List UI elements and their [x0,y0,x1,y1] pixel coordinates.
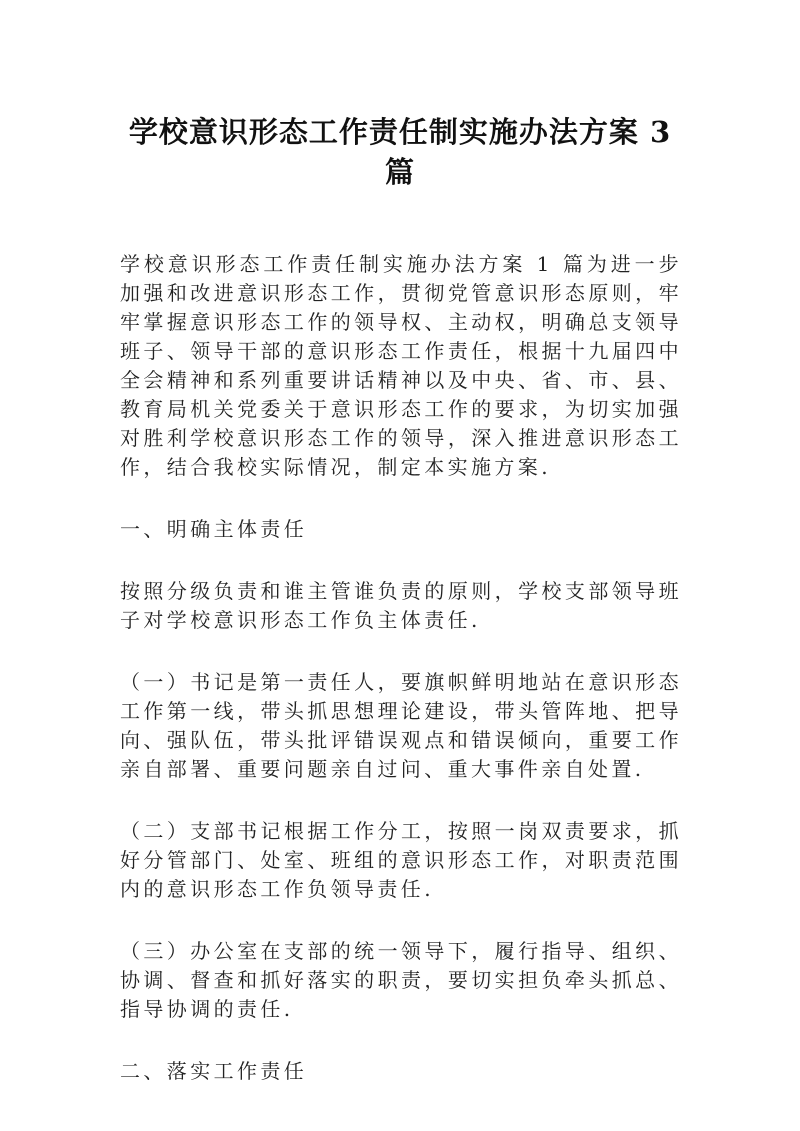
document-body [120,250,682,1119]
item-3-paragraph: （三）办公室在支部的统一领导下，履行指导、组织、协调、督查和抓好落实的职责，要切实担负牵头抓总、指导协调的责任. [120,939,682,1021]
section-2-heading: 二、落实工作责任 [120,1059,308,1083]
document-title: 学校意识形态工作责任制实施办法方案 3 篇 [128,115,672,189]
section-1-paragraph: 按照分级负责和谁主管谁负责的原则，学校支部领导班子对学校意识形态工作负主体责任. [120,579,682,632]
item-2-paragraph: （二）支部书记根据工作分工，按照一岗双责要求，抓好分管部门、处室、班组的意识形态工作，对职责范围内的意识形态工作负领导责任. [120,819,682,901]
intro-paragraph: 学校意识形态工作责任制实施办法方案 1 篇为进一步加强和改进意识形态工作，贯彻党管意识形态原则，牢牢掌握意识形态工作的领导权、主动权，明确总支领导班子、领导干部的意识形态工作责任，根据十九届四中全会精神和系列重要讲话精神以及中央、省、市、县、教育局机关党委关于意识形态工作的要求，为切实加强对胜利学校意识形态工作的领导，深入推进意识形态工作，结合我校实际情况，制定本实施方案. [120,252,682,479]
item-1-paragraph: （一）书记是第一责任人，要旗帜鲜明地站在意识形态工作第一线，带头抓思想理论建设，带头管阵地、把导向、强队伍，带头批评错误观点和错误倾向，重要工作亲自部署、重要问题亲自过问、重大事件亲自处置. [120,670,682,781]
section-1-heading: 一、明确主体责任 [120,517,308,541]
